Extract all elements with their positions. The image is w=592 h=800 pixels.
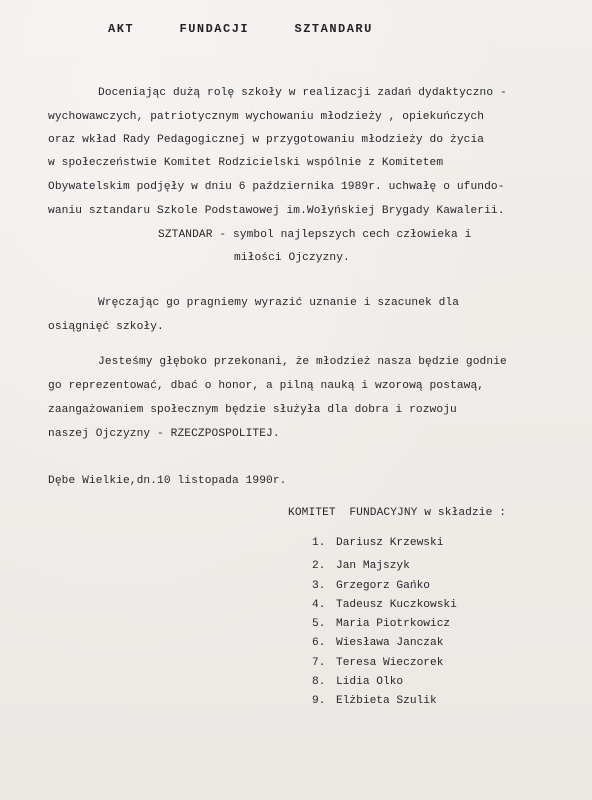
member-name: Maria Piotrkowicz	[336, 618, 451, 630]
member-name: Tadeusz Kuczkowski	[336, 599, 457, 611]
member-number: 7.	[312, 657, 326, 669]
paragraph-1-line-5: Obywatelskim podjęły w dniu 6 października 1989r. uchwałę o ufundo-	[48, 181, 505, 193]
paragraph-2-line-1: SZTANDAR - symbol najlepszych cech człowieka i	[158, 229, 472, 241]
member-name: Jan Majszyk	[336, 560, 410, 572]
committee-heading: KOMITET FUNDACYJNY w składzie :	[288, 507, 507, 519]
member-name: Teresa Wieczorek	[336, 657, 444, 669]
member-number: 4.	[312, 599, 326, 611]
committee-member	[312, 675, 403, 689]
paragraph-3-line-1: Wręczając go pragniemy wyrazić uznanie i szacunek dla	[98, 297, 460, 309]
paragraph-1-line-2: wychowawczych, patriotycznym wychowaniu młodzieży , opiekuńczych	[48, 111, 485, 123]
paragraph-4-line-2: go reprezentować, dbać o honor, a pilną nauką i wzorową postawą,	[48, 380, 485, 392]
member-number: 5.	[312, 618, 326, 630]
paragraph-3-line-2: osiągnięć szkoły.	[48, 321, 164, 333]
member-name: Wiesława Janczak	[336, 637, 444, 649]
paragraph-4-line-3: zaangażowaniem społecznym będzie służyła dla dobra i rozwoju	[48, 404, 457, 416]
paragraph-1-line-1: Doceniając dużą rolę szkoły w realizacji zadań dydaktyczno -	[98, 87, 507, 99]
member-number: 3.	[312, 580, 326, 592]
committee-member	[312, 617, 450, 631]
committee-member	[312, 579, 430, 593]
paragraph-1-line-6: waniu sztandaru Szkole Podstawowej im.Wołyńskiej Brygady Kawalerii.	[48, 205, 505, 217]
committee-member	[312, 536, 443, 550]
committee-member	[312, 636, 443, 650]
member-number: 8.	[312, 676, 326, 688]
member-name: Grzegorz Gańko	[336, 580, 430, 592]
member-number: 6.	[312, 637, 326, 649]
member-name: Dariusz Krzewski	[336, 537, 444, 549]
member-number: 9.	[312, 695, 326, 707]
committee-member	[312, 559, 410, 573]
member-number: 2.	[312, 560, 326, 572]
paragraph-1-line-3: oraz wkład Rady Pedagogicznej w przygotowaniu młodzieży do życia	[48, 134, 485, 146]
place-date: Dębe Wielkie,dn.10 listopada 1990r.	[48, 475, 287, 487]
document-title: AKT FUNDACJI SZTANDARU	[108, 22, 373, 36]
committee-member	[312, 694, 437, 708]
paragraph-2-line-2: miłości Ojczyzny.	[234, 252, 350, 264]
member-number: 1.	[312, 537, 326, 549]
committee-member	[312, 598, 457, 612]
paragraph-1-line-4: w społeczeństwie Komitet Rodzicielski wspólnie z Komitetem	[48, 157, 444, 169]
member-name: Lidia Olko	[336, 676, 404, 688]
member-name: Elżbieta Szulik	[336, 695, 437, 707]
paragraph-4-line-4: naszej Ojczyzny - RZECZPOSPOLITEJ.	[48, 428, 280, 440]
committee-member	[312, 656, 443, 670]
paragraph-4-line-1: Jesteśmy głęboko przekonani, że młodzież nasza będzie godnie	[98, 356, 507, 368]
